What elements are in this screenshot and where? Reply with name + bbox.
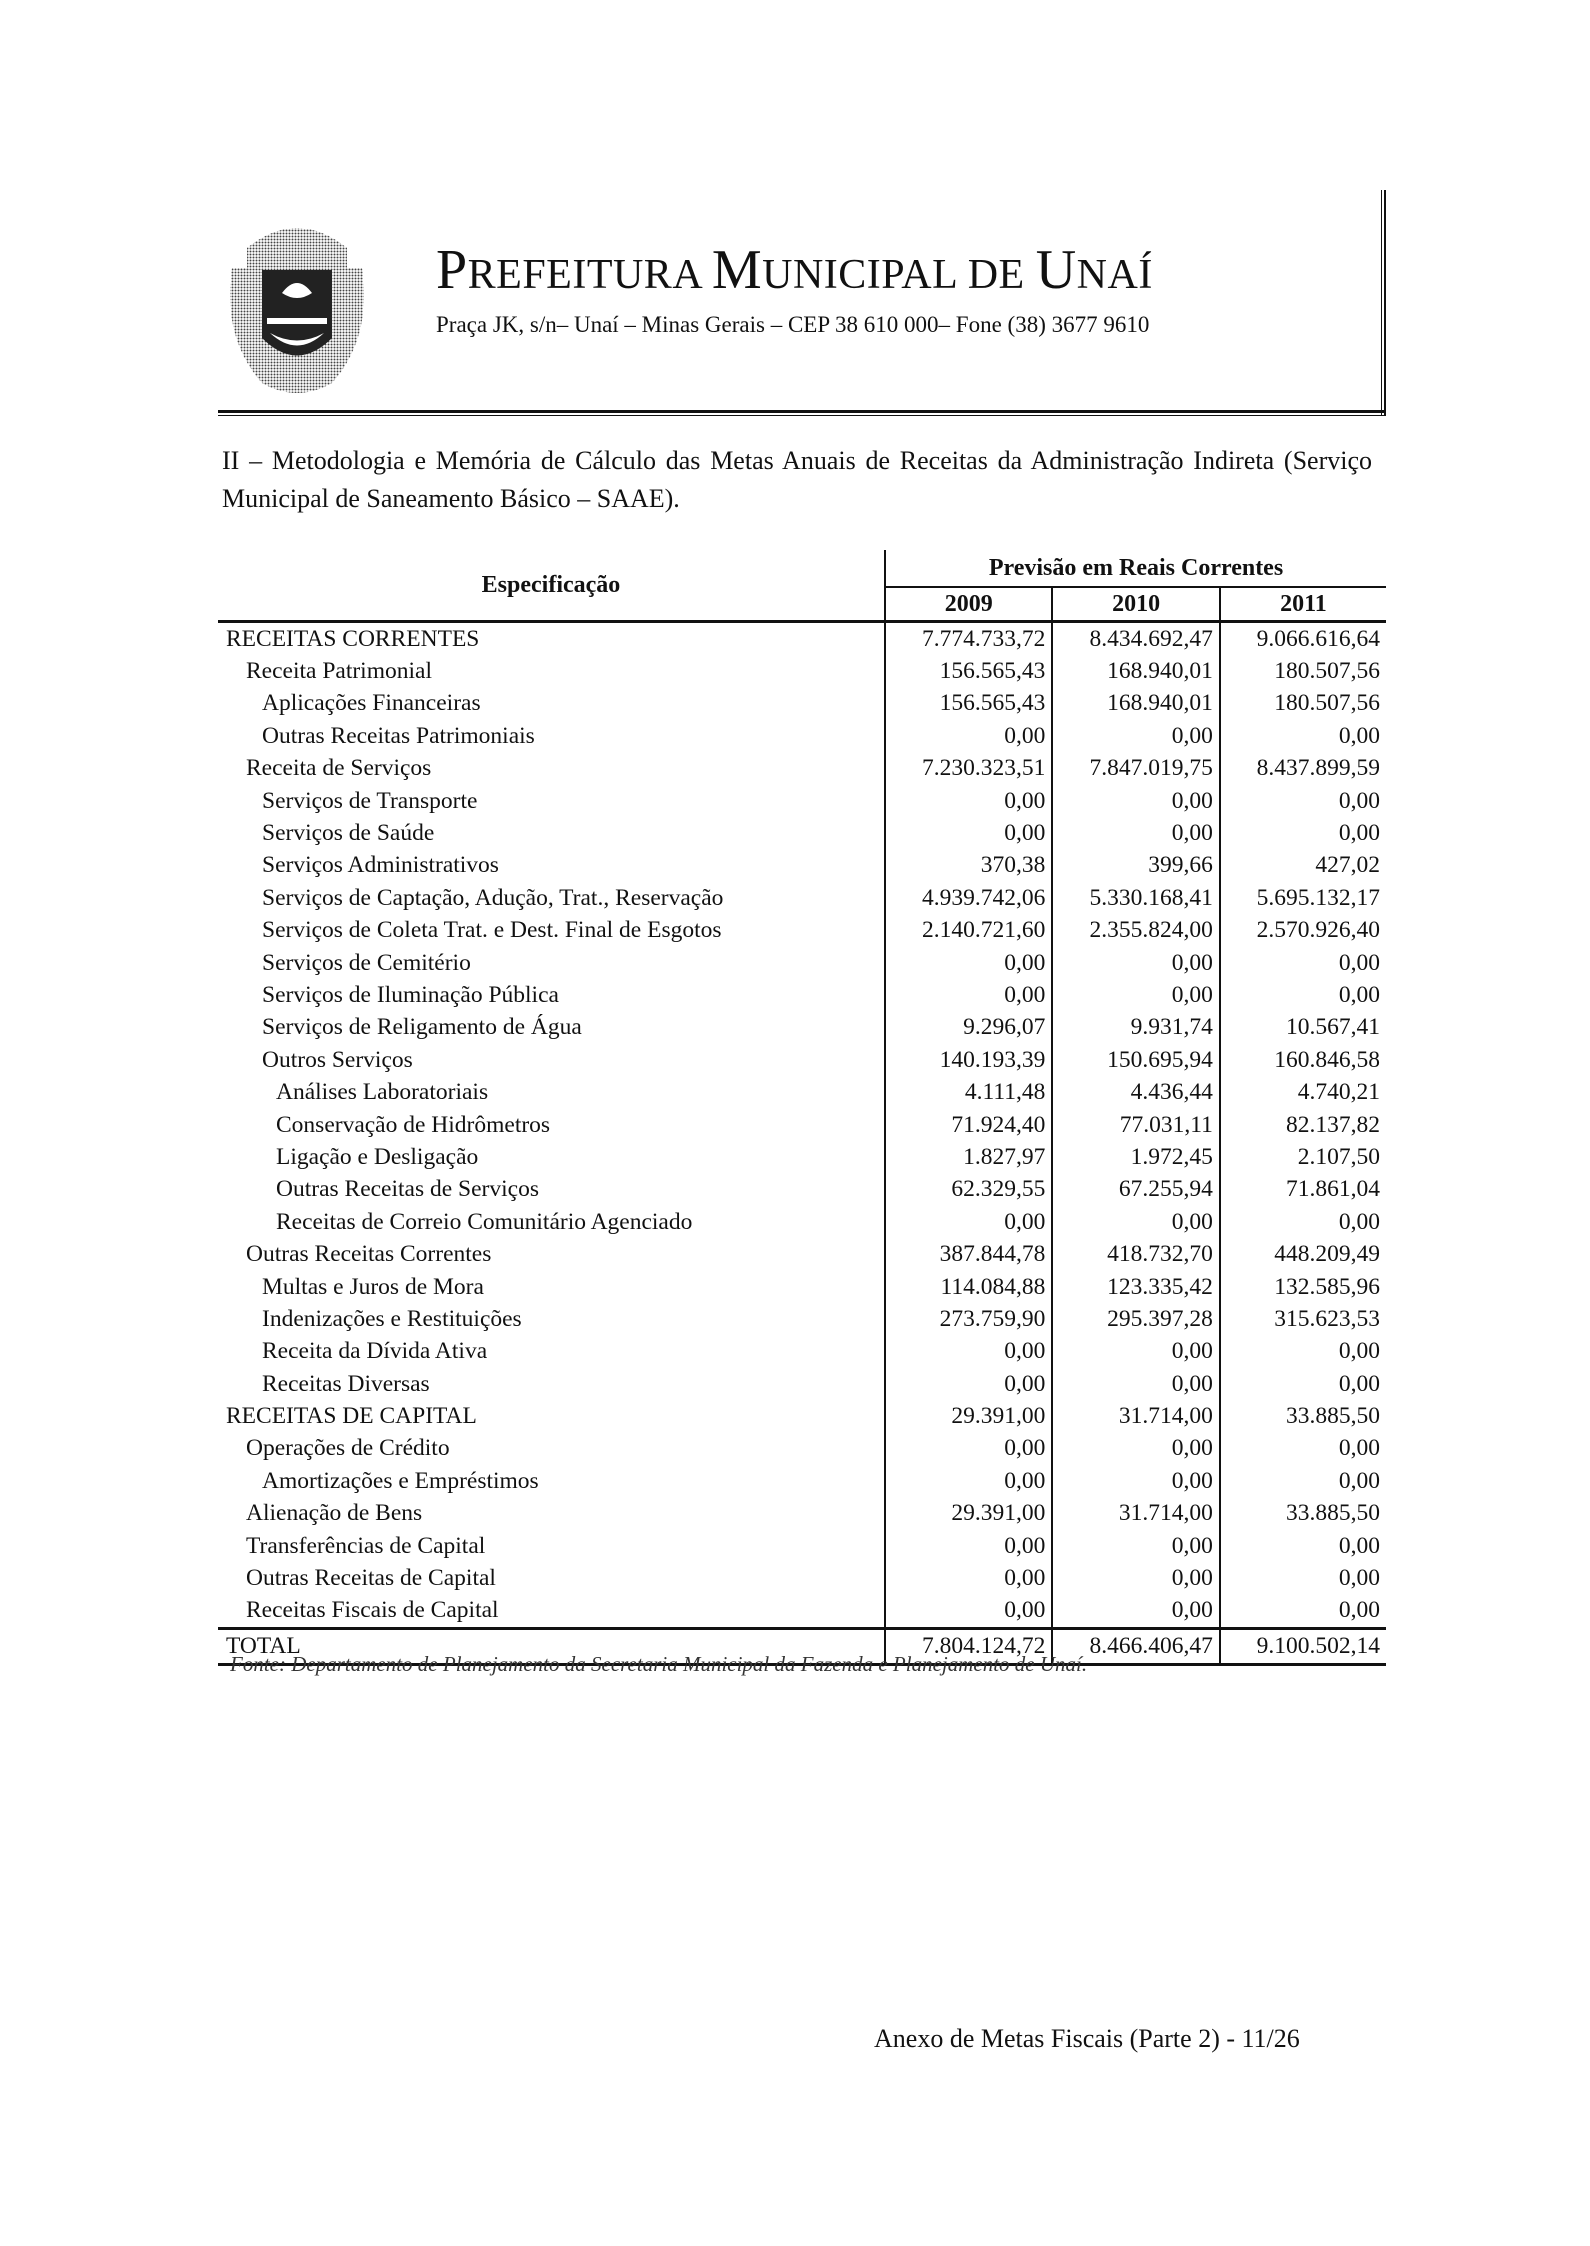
table-row: [218, 1206, 1386, 1238]
header-specification: Especificação: [218, 550, 885, 622]
row-value-2009: 7.230.323,51: [885, 753, 1052, 785]
row-label: Operações de Crédito: [246, 1435, 450, 1462]
row-value-2009: 0,00: [885, 817, 1052, 849]
row-value-2009: 71.924,40: [885, 1109, 1052, 1141]
row-value-2011: 0,00: [1220, 1433, 1386, 1465]
table-row: [218, 1400, 1386, 1432]
table-row: [218, 1238, 1386, 1270]
row-label: Conservação de Hidrômetros: [276, 1111, 551, 1138]
row-value-2010: 0,00: [1052, 785, 1219, 817]
table-row: [218, 688, 1386, 720]
organization-address: Praça JK, s/n– Unaí – Minas Gerais – CEP 38 610 000– Fone (38) 3677 9610: [436, 312, 1150, 337]
table-row: [218, 1562, 1386, 1594]
row-label: Serviços de Saúde: [262, 820, 435, 847]
row-value-2009: 4.111,48: [885, 1076, 1052, 1108]
row-value-2009: 0,00: [885, 720, 1052, 752]
row-value-2010: 0,00: [1052, 947, 1219, 979]
table-row: [218, 1530, 1386, 1562]
row-value-2009: 2.140.721,60: [885, 915, 1052, 947]
row-value-2010: 77.031,11: [1052, 1109, 1219, 1141]
row-value-2011: 33.885,50: [1220, 1400, 1386, 1432]
row-label: Serviços de Coleta Trat. e Dest. Final de Esgotos: [262, 917, 722, 944]
row-value-2011: 4.740,21: [1220, 1076, 1386, 1108]
row-label: Serviços Administrativos: [262, 852, 499, 879]
table-row: [218, 1044, 1386, 1076]
row-value-2009: 0,00: [885, 1433, 1052, 1465]
table-source-note: Fonte: Departamento de Planejamento da Secretaria Municipal da Fazenda e Planejamento de Unaí.: [230, 1652, 1088, 1676]
row-label: Serviços de Cemitério: [262, 949, 471, 976]
table-row: [218, 1012, 1386, 1044]
row-value-2011: 132.585,96: [1220, 1271, 1386, 1303]
row-label: Multas e Juros de Mora: [262, 1273, 484, 1300]
row-label: Aplicações Financeiras: [262, 690, 481, 717]
revenue-table-container: [218, 550, 1386, 1666]
page-footer: Anexo de Metas Fiscais (Parte 2) - 11/26: [874, 2024, 1300, 2053]
row-value-2010: 0,00: [1052, 1562, 1219, 1594]
row-label: Receitas Fiscais de Capital: [246, 1597, 499, 1624]
row-value-2011: 9.066.616,64: [1220, 622, 1386, 656]
row-label: Receita de Serviços: [246, 755, 432, 782]
row-label: Serviços de Religamento de Água: [262, 1014, 582, 1041]
row-value-2009: 4.939.742,06: [885, 882, 1052, 914]
table-body: [218, 622, 1386, 1629]
total-value: 9.100.502,14: [1220, 1629, 1386, 1664]
row-value-2009: 156.565,43: [885, 655, 1052, 687]
row-label: Análises Laboratoriais: [276, 1079, 489, 1106]
letterhead-bottom-rule: [218, 410, 1386, 416]
row-value-2011: 0,00: [1220, 785, 1386, 817]
total-value: 7.804.124,72: [885, 1629, 1052, 1664]
row-value-2010: 295.397,28: [1052, 1303, 1219, 1335]
row-value-2009: 140.193,39: [885, 1044, 1052, 1076]
row-label: Receita da Dívida Ativa: [262, 1338, 488, 1365]
row-label: Receitas Diversas: [262, 1370, 430, 1397]
row-label: Outras Receitas Correntes: [246, 1241, 492, 1268]
table-row: [218, 785, 1386, 817]
row-value-2010: 418.732,70: [1052, 1238, 1219, 1270]
total-label: TOTAL: [218, 1629, 885, 1664]
row-label: Receitas de Correio Comunitário Agenciado: [276, 1208, 693, 1235]
row-value-2010: 168.940,01: [1052, 688, 1219, 720]
row-value-2010: 2.355.824,00: [1052, 915, 1219, 947]
row-value-2009: 0,00: [885, 1465, 1052, 1497]
row-value-2009: 0,00: [885, 1206, 1052, 1238]
row-value-2010: 31.714,00: [1052, 1498, 1219, 1530]
row-value-2011: 0,00: [1220, 1465, 1386, 1497]
row-label: Outros Serviços: [262, 1046, 413, 1073]
row-value-2010: 0,00: [1052, 720, 1219, 752]
row-value-2009: 9.296,07: [885, 1012, 1052, 1044]
header-year: 2010: [1052, 587, 1219, 622]
row-value-2011: 0,00: [1220, 720, 1386, 752]
row-value-2011: 0,00: [1220, 817, 1386, 849]
row-value-2011: 2.107,50: [1220, 1141, 1386, 1173]
table-row: [218, 915, 1386, 947]
row-value-2010: 150.695,94: [1052, 1044, 1219, 1076]
row-value-2011: 0,00: [1220, 947, 1386, 979]
row-value-2009: 0,00: [885, 1336, 1052, 1368]
row-value-2011: 180.507,56: [1220, 655, 1386, 687]
row-label: RECEITAS DE CAPITAL: [226, 1403, 477, 1430]
row-value-2010: 8.434.692,47: [1052, 622, 1219, 656]
row-value-2009: 114.084,88: [885, 1271, 1052, 1303]
letterhead: [218, 190, 1386, 416]
organization-title: PREFEITURA MUNICIPAL DE UNAÍ: [436, 239, 1153, 301]
table-row: [218, 1498, 1386, 1530]
row-value-2009: 0,00: [885, 947, 1052, 979]
header-year: 2011: [1220, 587, 1386, 622]
row-value-2010: 7.847.019,75: [1052, 753, 1219, 785]
revenue-forecast-table: [218, 550, 1386, 1666]
row-label: Outras Receitas de Capital: [246, 1565, 496, 1592]
table-row: [218, 1465, 1386, 1497]
row-label: Indenizações e Restituições: [262, 1305, 522, 1332]
row-value-2010: 9.931,74: [1052, 1012, 1219, 1044]
row-value-2011: 33.885,50: [1220, 1498, 1386, 1530]
table-header-row-1: [218, 550, 1386, 587]
row-value-2011: 0,00: [1220, 1530, 1386, 1562]
row-value-2011: 315.623,53: [1220, 1303, 1386, 1335]
row-value-2009: 370,38: [885, 850, 1052, 882]
row-value-2011: 180.507,56: [1220, 688, 1386, 720]
row-label: Serviços de Iluminação Pública: [262, 981, 559, 1008]
table-row: [218, 1595, 1386, 1629]
row-value-2009: 156.565,43: [885, 688, 1052, 720]
letterhead-right-rule: [1381, 190, 1386, 416]
row-value-2009: 62.329,55: [885, 1174, 1052, 1206]
row-value-2011: 427,02: [1220, 850, 1386, 882]
row-value-2009: 0,00: [885, 1368, 1052, 1400]
row-value-2011: 5.695.132,17: [1220, 882, 1386, 914]
table-row: [218, 1433, 1386, 1465]
row-value-2009: 0,00: [885, 1595, 1052, 1629]
row-value-2010: 31.714,00: [1052, 1400, 1219, 1432]
row-value-2010: 0,00: [1052, 1595, 1219, 1629]
row-label: Outras Receitas de Serviços: [276, 1176, 539, 1203]
row-value-2009: 1.827,97: [885, 1141, 1052, 1173]
row-value-2011: 0,00: [1220, 1368, 1386, 1400]
row-value-2011: 0,00: [1220, 1336, 1386, 1368]
section-intro: II – Metodologia e Memória de Cálculo das Metas Anuais de Receitas da Administração Indireta (Serviço Municipal de Saneamento Básico – SAAE).: [222, 446, 1372, 513]
row-label: Transferências de Capital: [246, 1532, 486, 1559]
table-row: [218, 979, 1386, 1011]
row-value-2010: 0,00: [1052, 1530, 1219, 1562]
row-value-2010: 399,66: [1052, 850, 1219, 882]
row-value-2010: 0,00: [1052, 1336, 1219, 1368]
table-row: [218, 817, 1386, 849]
row-value-2010: 168.940,01: [1052, 655, 1219, 687]
row-value-2009: 273.759,90: [885, 1303, 1052, 1335]
table-row: [218, 882, 1386, 914]
row-label: RECEITAS CORRENTES: [226, 625, 480, 652]
table-row: [218, 622, 1386, 656]
row-value-2009: 0,00: [885, 979, 1052, 1011]
row-value-2010: 0,00: [1052, 1368, 1219, 1400]
row-value-2009: 387.844,78: [885, 1238, 1052, 1270]
row-label: Outras Receitas Patrimoniais: [262, 722, 535, 749]
row-label: Amortizações e Empréstimos: [262, 1467, 539, 1494]
row-value-2009: 29.391,00: [885, 1400, 1052, 1432]
row-value-2011: 0,00: [1220, 1595, 1386, 1629]
row-value-2010: 0,00: [1052, 1433, 1219, 1465]
header-year: 2009: [885, 587, 1052, 622]
row-value-2011: 71.861,04: [1220, 1174, 1386, 1206]
row-value-2010: 123.335,42: [1052, 1271, 1219, 1303]
row-value-2011: 2.570.926,40: [1220, 915, 1386, 947]
row-value-2011: 8.437.899,59: [1220, 753, 1386, 785]
row-value-2011: 82.137,82: [1220, 1109, 1386, 1141]
table-row: [218, 1141, 1386, 1173]
table-row: [218, 1174, 1386, 1206]
row-value-2009: 29.391,00: [885, 1498, 1052, 1530]
table-row: [218, 1336, 1386, 1368]
row-value-2010: 0,00: [1052, 817, 1219, 849]
row-value-2011: 160.846,58: [1220, 1044, 1386, 1076]
row-value-2011: 0,00: [1220, 979, 1386, 1011]
table-row: [218, 753, 1386, 785]
row-value-2010: 4.436,44: [1052, 1076, 1219, 1108]
table-row: [218, 1303, 1386, 1335]
row-value-2010: 0,00: [1052, 1465, 1219, 1497]
row-value-2011: 448.209,49: [1220, 1238, 1386, 1270]
row-value-2011: 0,00: [1220, 1562, 1386, 1594]
header-forecast-group: Previsão em Reais Correntes: [885, 550, 1386, 587]
row-label: Alienação de Bens: [246, 1500, 423, 1527]
row-value-2011: 0,00: [1220, 1206, 1386, 1238]
row-value-2010: 0,00: [1052, 1206, 1219, 1238]
row-label: Receita Patrimonial: [246, 658, 432, 685]
table-row: [218, 1109, 1386, 1141]
municipal-coat-of-arms-icon: [222, 208, 372, 398]
row-value-2009: 7.774.733,72: [885, 622, 1052, 656]
row-value-2009: 0,00: [885, 1562, 1052, 1594]
table-row: [218, 1076, 1386, 1108]
table-row: [218, 1368, 1386, 1400]
row-value-2011: 10.567,41: [1220, 1012, 1386, 1044]
total-value: 8.466.406,47: [1052, 1629, 1219, 1664]
table-row: [218, 720, 1386, 752]
row-value-2009: 0,00: [885, 1530, 1052, 1562]
row-value-2010: 5.330.168,41: [1052, 882, 1219, 914]
row-value-2010: 0,00: [1052, 979, 1219, 1011]
row-value-2010: 1.972,45: [1052, 1141, 1219, 1173]
row-value-2010: 67.255,94: [1052, 1174, 1219, 1206]
table-row: [218, 947, 1386, 979]
row-value-2009: 0,00: [885, 785, 1052, 817]
row-label: Serviços de Captação, Adução, Trat., Reservação: [262, 884, 724, 911]
row-label: Ligação e Desligação: [276, 1143, 479, 1170]
table-row: [218, 655, 1386, 687]
row-label: Serviços de Transporte: [262, 787, 478, 814]
table-row: [218, 850, 1386, 882]
table-row: [218, 1271, 1386, 1303]
